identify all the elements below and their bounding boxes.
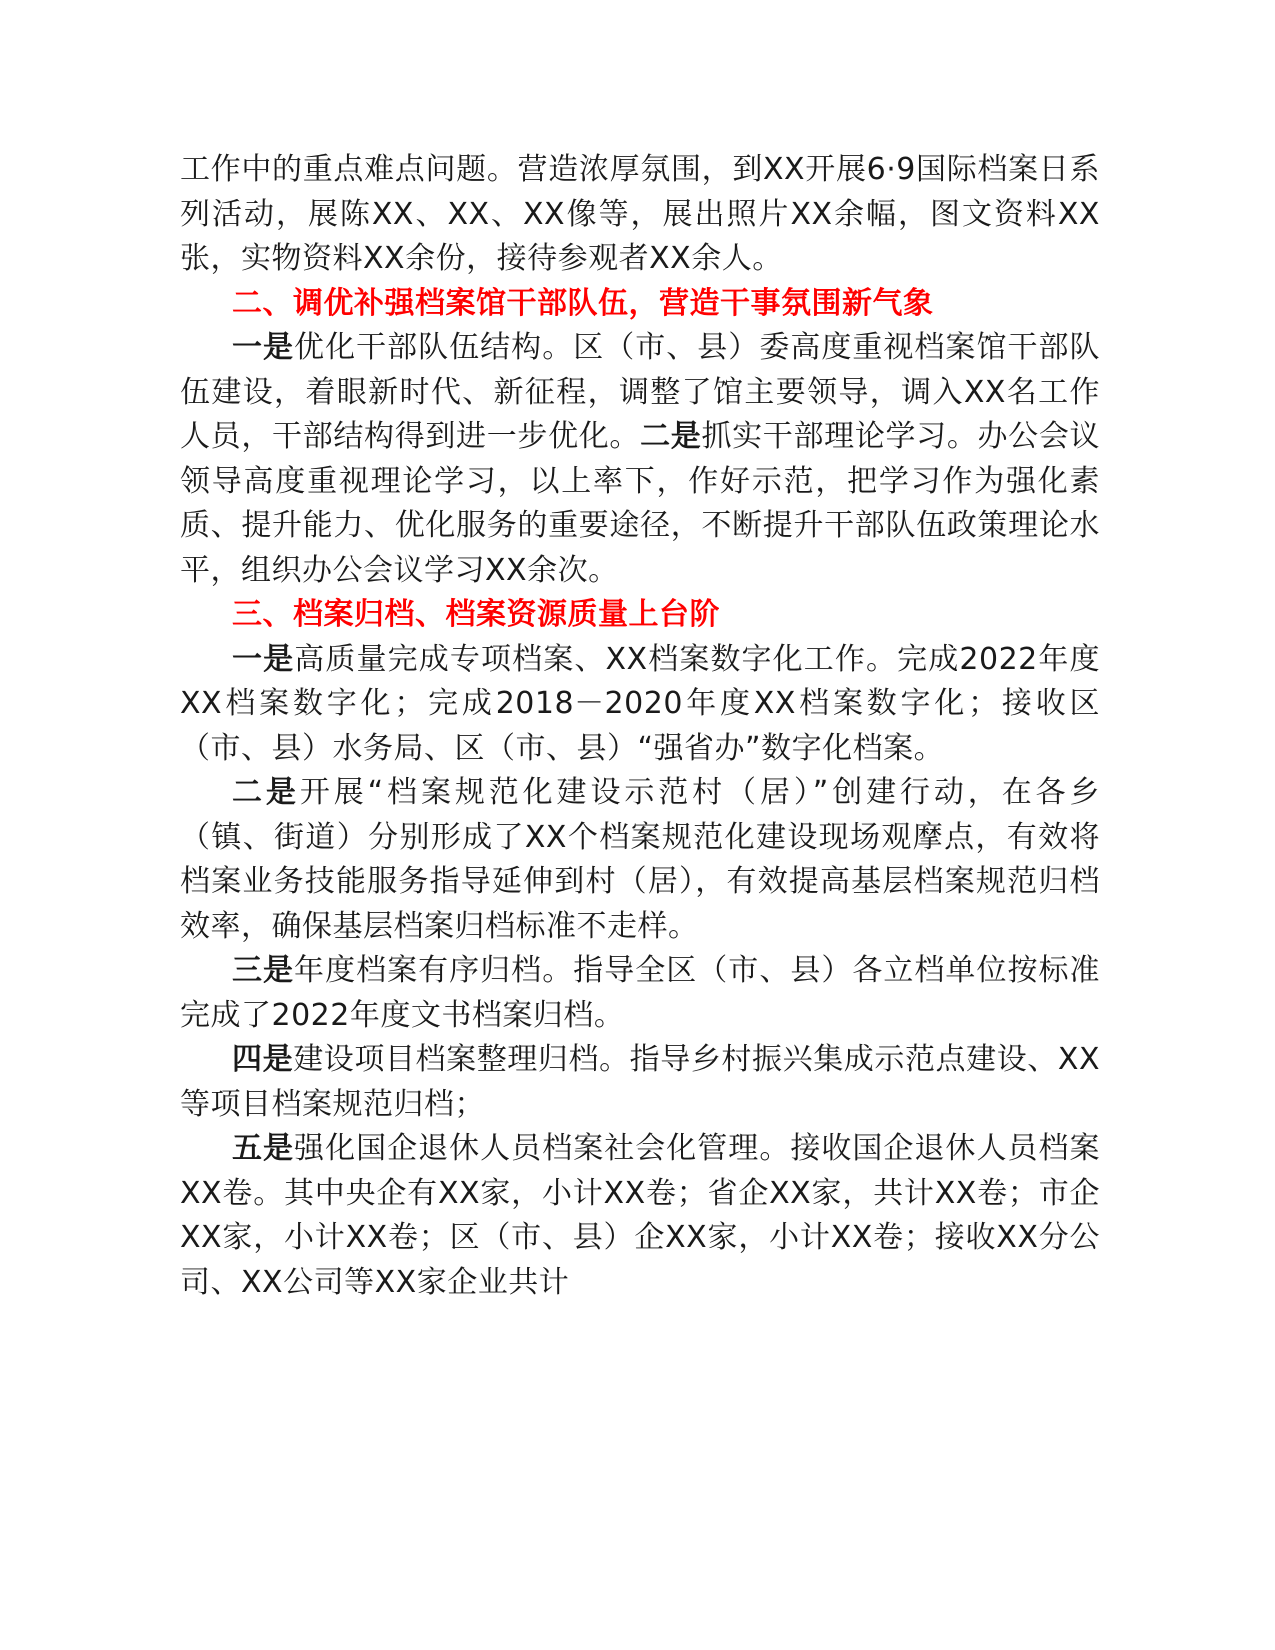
paragraph-body: 优化干部队伍结构。区（市、县）委高度重视档案馆干部队伍建设，着眼新时代、新征程，调整了馆主要领导，调入XX名工作人员，干部结构得到进一步优化。	[180, 330, 1101, 454]
paragraph-lead-2: 二是	[640, 419, 702, 454]
section-heading-3: 三、档案归档、档案资源质量上台阶	[232, 597, 720, 632]
paragraph-lead: 二是	[232, 775, 300, 810]
paragraph-body-2: 抓实干部理论学习。办公会议领导高度重视理论学习，以上率下，作好示范，把学习作为强化素质、提升能力、优化服务的重要途径，不断提升干部队伍政策理论水平，组织办公会议学习XX余次。	[180, 419, 1101, 588]
paragraph-lead: 五是	[232, 1131, 295, 1166]
paragraph-body: 开展“档案规范化建设示范村（居）”创建行动，在各乡（镇、街道）分别形成了XX个档案规范化建设现场观摩点，有效将档案业务技能服务指导延伸到村（居），有效提高基层档案规范归档效率，确保基层档案归档标准不走样。	[180, 775, 1101, 944]
paragraph-digitization	[180, 638, 1100, 772]
paragraph-annual-filing	[180, 949, 1100, 1038]
paragraph-lead: 一是	[232, 330, 295, 365]
paragraph-lead: 三是	[232, 953, 295, 988]
paragraph-lead: 一是	[232, 641, 295, 677]
paragraph-project-filing	[180, 1038, 1100, 1127]
paragraph-body: 强化国企退休人员档案社会化管理。接收国企退休人员档案XX卷。其中央企有XX家，小计XX卷；省企XX家，共计XX卷；市企XX家，小计XX卷；区（市、县）企XX家，小计XX卷；接收XX分公司、XX公司等XX家企业共计	[180, 1131, 1101, 1300]
document-body	[180, 148, 1100, 1305]
paragraph-demo-village	[180, 771, 1100, 949]
paragraph-body: 年度档案有序归档。指导全区（市、县）各立档单位按标准完成了2022年度文书档案归档。	[180, 953, 1101, 1033]
paragraph-body: 工作中的重点难点问题。营造浓厚氛围，到XX开展6·9国际档案日系列活动，展陈XX、XX、XX像等，展出照片XX余幅，图文资料XX张，实物资料XX余份，接待参观者XX余人。	[180, 152, 1100, 276]
paragraph-cadre	[180, 326, 1100, 593]
paragraph-lead: 四是	[232, 1042, 294, 1077]
paragraph-retiree-archives	[180, 1127, 1100, 1305]
paragraph-body: 建设项目档案整理归档。指导乡村振兴集成示范点建设、XX等项目档案规范归档；	[180, 1042, 1101, 1122]
paragraph-intro	[180, 148, 1100, 282]
paragraph-body: 高质量完成专项档案、XX档案数字化工作。完成2022年度XX档案数字化；完成2018－2020年度XX档案数字化；接收区（市、县）水务局、区（市、县）“强省办”数字化档案。	[180, 641, 1101, 766]
section-heading-2: 二、调优补强档案馆干部队伍，营造干事氛围新气象	[232, 285, 934, 321]
